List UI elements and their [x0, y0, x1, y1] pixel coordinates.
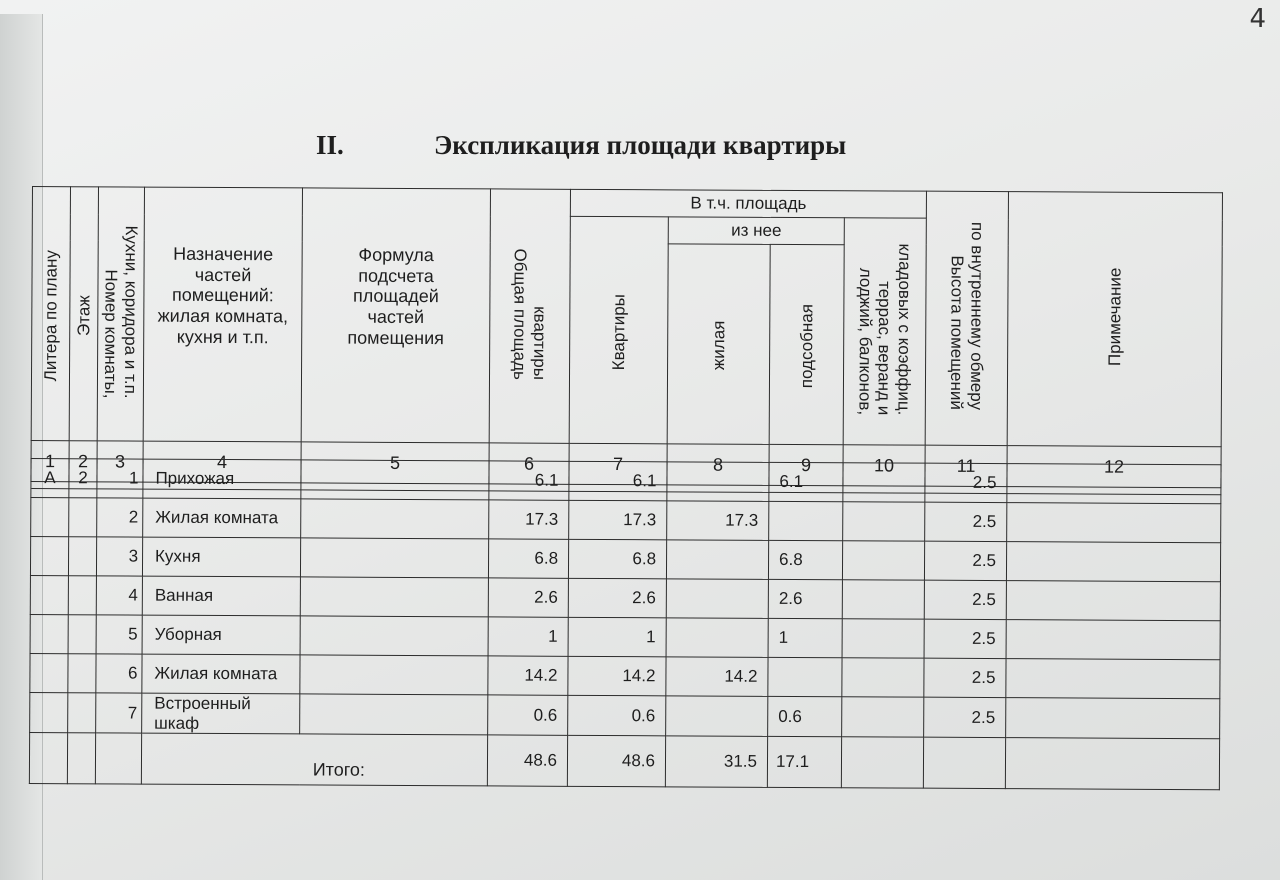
loggia-cell — [842, 541, 924, 580]
formula-cell — [300, 694, 488, 735]
auxiliary-area-cell: 2.6 — [768, 579, 842, 618]
formula-cell — [301, 460, 489, 500]
loggia-cell — [843, 463, 925, 502]
room-name-cell: Прихожая — [143, 459, 301, 499]
room-number-cell: 3 — [96, 537, 142, 576]
explication-sheet — [29, 186, 1228, 802]
formula-cell — [300, 538, 488, 578]
header-apartment: Квартиры — [569, 216, 668, 444]
room-number-cell: 2 — [97, 498, 143, 537]
litera-cell — [30, 536, 68, 575]
col-num: 7 — [569, 443, 667, 485]
living-area-cell — [666, 696, 768, 737]
apartment-area-cell: 1 — [568, 617, 666, 657]
col-num: 5 — [301, 442, 489, 484]
col-num: 6 — [489, 443, 569, 484]
auxiliary-area-cell: 1 — [768, 618, 842, 657]
height-cell: 2.5 — [925, 502, 1007, 541]
header-formula: Формула подсчета площадей частей помещения — [301, 188, 490, 443]
total-label: Итого: — [141, 733, 487, 786]
col-num: 1 — [31, 440, 69, 481]
loggia-cell — [842, 619, 924, 658]
room-name-cell: Жилая комната — [142, 654, 300, 694]
loggia-cell — [842, 697, 924, 738]
living-area-cell — [667, 462, 769, 502]
floor-cell — [69, 498, 97, 537]
note-cell — [1007, 503, 1221, 543]
formula-cell — [300, 655, 488, 695]
room-number-cell: 5 — [96, 615, 142, 654]
litera-cell — [30, 653, 68, 692]
height-cell: 2.5 — [925, 463, 1007, 502]
height-cell: 2.5 — [924, 658, 1006, 697]
loggia-cell — [842, 658, 924, 697]
auxiliary-area-cell — [768, 657, 842, 696]
total-area-cell: 6.1 — [489, 461, 569, 500]
section-title: Экспликация площади квартиры — [434, 130, 847, 160]
note-cell — [1007, 464, 1221, 504]
floor-cell — [68, 654, 96, 693]
col-num: 11 — [925, 445, 1007, 486]
header-height: Высота помещений по внутреннему обмеру — [925, 191, 1008, 445]
room-number-cell: 6 — [96, 654, 142, 693]
loggia-cell — [842, 580, 924, 619]
total-apartment: 48.6 — [567, 735, 665, 787]
table-row — [30, 653, 1220, 698]
room-name-cell: Встроенный шкаф — [142, 693, 300, 734]
formula-cell — [300, 577, 488, 617]
col-num: 12 — [1007, 446, 1221, 488]
formula-cell — [300, 616, 488, 656]
height-cell: 2.5 — [924, 697, 1006, 738]
height-cell: 2.5 — [924, 619, 1006, 658]
table-row — [30, 692, 1220, 738]
apartment-area-cell: 17.3 — [569, 500, 667, 540]
header-loggia: лоджий, балконов, террас, веранд и кладовых с коэффиц. — [843, 218, 926, 445]
room-name-cell: Кухня — [142, 537, 300, 577]
apartment-area-cell: 6.1 — [569, 461, 667, 501]
table-row — [31, 497, 1221, 542]
header-note: Примечание — [1007, 192, 1222, 447]
header-living: жилая — [667, 243, 770, 444]
living-area-cell — [666, 540, 768, 580]
litera-cell — [31, 497, 69, 536]
col-num: 9 — [769, 444, 843, 485]
total-area: 48.6 — [487, 735, 567, 786]
col-num: 4 — [143, 441, 301, 483]
total-area-cell: 14.2 — [488, 656, 568, 695]
floor-cell — [68, 615, 96, 654]
total-area-cell: 0.6 — [488, 695, 568, 736]
explication-table — [30, 186, 1223, 495]
auxiliary-area-cell: 0.6 — [768, 696, 842, 736]
living-area-cell: 14.2 — [666, 657, 768, 697]
apartment-area-cell: 6.8 — [568, 539, 666, 579]
formula-cell — [301, 499, 489, 539]
header-incl-area: В т.ч. площадь — [570, 189, 926, 218]
header-auxiliary: подсобная — [769, 244, 844, 445]
litera-cell: А — [31, 458, 69, 497]
floor-cell — [68, 576, 96, 615]
header-total-area: Общая площадь квартиры — [489, 189, 570, 443]
header-room-no: Номер комнаты, Кухни, коридора и т.п. — [97, 187, 144, 441]
col-num: 10 — [843, 445, 925, 486]
total-living: 31.5 — [665, 736, 767, 788]
room-name-cell: Жилая комната — [143, 498, 301, 538]
page-number: 4 — [1249, 4, 1266, 34]
floor-cell — [68, 537, 96, 576]
room-name-cell: Ванная — [142, 576, 300, 616]
header-of-which: из нее — [668, 217, 844, 245]
floor-cell: 2 — [69, 459, 97, 498]
total-area-cell: 17.3 — [489, 500, 569, 539]
total-area-cell: 6.8 — [488, 539, 568, 578]
apartment-area-cell: 14.2 — [568, 656, 666, 696]
litera-cell — [30, 614, 68, 653]
height-cell: 2.5 — [924, 541, 1006, 580]
room-name-cell: Уборная — [142, 615, 300, 655]
room-number-cell: 4 — [96, 576, 142, 615]
note-cell — [1006, 659, 1220, 699]
living-area-cell: 17.3 — [667, 501, 769, 541]
auxiliary-area-cell: 6.1 — [769, 462, 843, 501]
apartment-area-cell: 0.6 — [568, 695, 666, 736]
col-num: 8 — [667, 444, 769, 486]
header-purpose: Назначение частей помещений: жилая комната, кухня и т.п. — [143, 187, 302, 442]
note-cell — [1006, 698, 1220, 739]
note-cell — [1006, 542, 1220, 582]
header-row — [32, 187, 1222, 220]
header-litera: Литера по плану — [31, 187, 70, 441]
room-number-cell: 7 — [96, 693, 142, 733]
room-number-cell: 1 — [97, 459, 143, 498]
height-cell: 2.5 — [924, 580, 1006, 619]
total-auxiliary: 17.1 — [767, 736, 841, 787]
table-row — [30, 614, 1220, 659]
total-area-cell: 2.6 — [488, 578, 568, 617]
litera-cell — [30, 692, 68, 732]
auxiliary-area-cell — [769, 501, 843, 540]
room-data-table — [29, 458, 1222, 790]
floor-cell — [68, 693, 96, 733]
table-row — [31, 458, 1221, 503]
total-row — [29, 733, 1219, 790]
total-area-cell: 1 — [488, 617, 568, 656]
auxiliary-area-cell: 6.8 — [768, 540, 842, 579]
col-num: 2 — [69, 441, 97, 482]
section-number: II. — [316, 130, 344, 160]
litera-cell — [30, 575, 68, 614]
col-num: 3 — [97, 441, 143, 482]
header-floor: Этаж — [69, 187, 98, 441]
living-area-cell — [666, 579, 768, 619]
table-row — [30, 536, 1220, 581]
table-row — [30, 575, 1220, 620]
note-cell — [1006, 581, 1220, 621]
living-area-cell — [666, 618, 768, 658]
page-title — [316, 130, 1016, 161]
apartment-area-cell: 2.6 — [568, 578, 666, 618]
loggia-cell — [843, 502, 925, 541]
note-cell — [1006, 620, 1220, 660]
